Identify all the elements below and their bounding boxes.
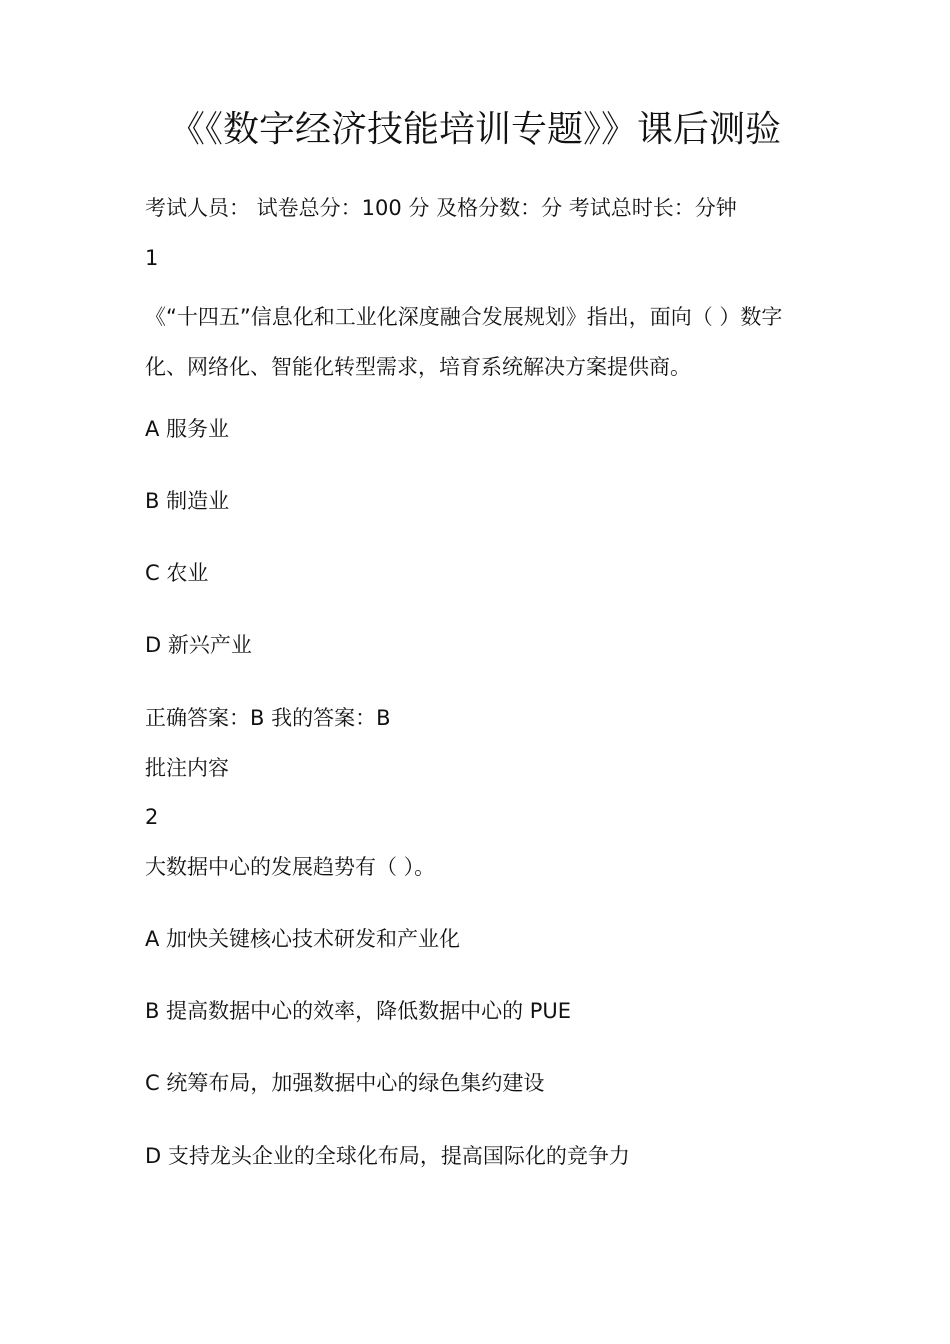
option-b[interactable]: B 提高数据中心的效率，降低数据中心的 PUE: [145, 999, 572, 1023]
option-b[interactable]: B 制造业: [145, 489, 230, 513]
option-a[interactable]: A 服务业: [145, 417, 230, 441]
option-d[interactable]: D 新兴产业: [145, 633, 252, 657]
annotation-label: 批注内容: [145, 756, 229, 780]
answer-line: 正确答案：B 我的答案：B: [145, 706, 391, 730]
page-title: 《《数字经济技能培训专题》》课后测验: [168, 109, 781, 150]
question-number: 1: [145, 246, 159, 270]
option-c[interactable]: C 农业: [145, 561, 209, 585]
option-c[interactable]: C 统筹布局，加强数据中心的绿色集约建设: [145, 1071, 545, 1095]
option-d[interactable]: D 支持龙头企业的全球化布局，提高国际化的竞争力: [145, 1144, 630, 1168]
exam-info: 考试人员： 试卷总分：100 分 及格分数：分 考试总时长：分钟: [145, 196, 737, 220]
question-text: 《“十四五”信息化和工业化深度融合发展规划》指出，面向（ ）数字化、网络化、智能化转型需求，培育系统解决方案提供商。: [145, 305, 783, 379]
option-a[interactable]: A 加快关键核心技术研发和产业化: [145, 927, 461, 951]
question-text: 大数据中心的发展趋势有（ ）。: [145, 855, 436, 879]
question-number: 2: [145, 805, 159, 829]
